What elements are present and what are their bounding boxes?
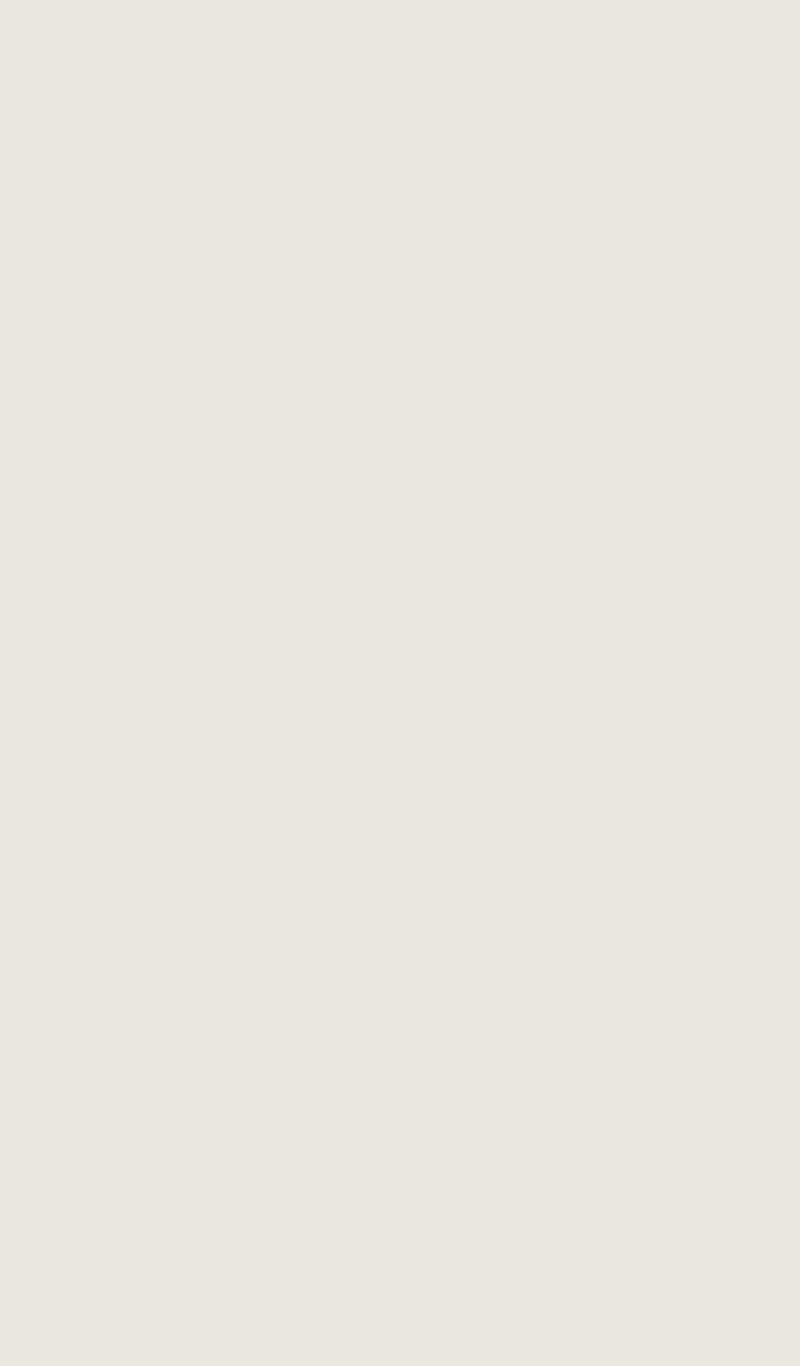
treasurer-address xyxy=(0,1189,800,1211)
coopted-member-address xyxy=(0,1101,800,1123)
clerk-line xyxy=(0,1123,800,1145)
clerk-address xyxy=(0,1145,800,1167)
coopted-member-line xyxy=(0,1079,800,1101)
officers-section xyxy=(0,1057,800,1211)
coopted-label-line xyxy=(0,1057,800,1079)
treasurer-line xyxy=(0,1167,800,1189)
